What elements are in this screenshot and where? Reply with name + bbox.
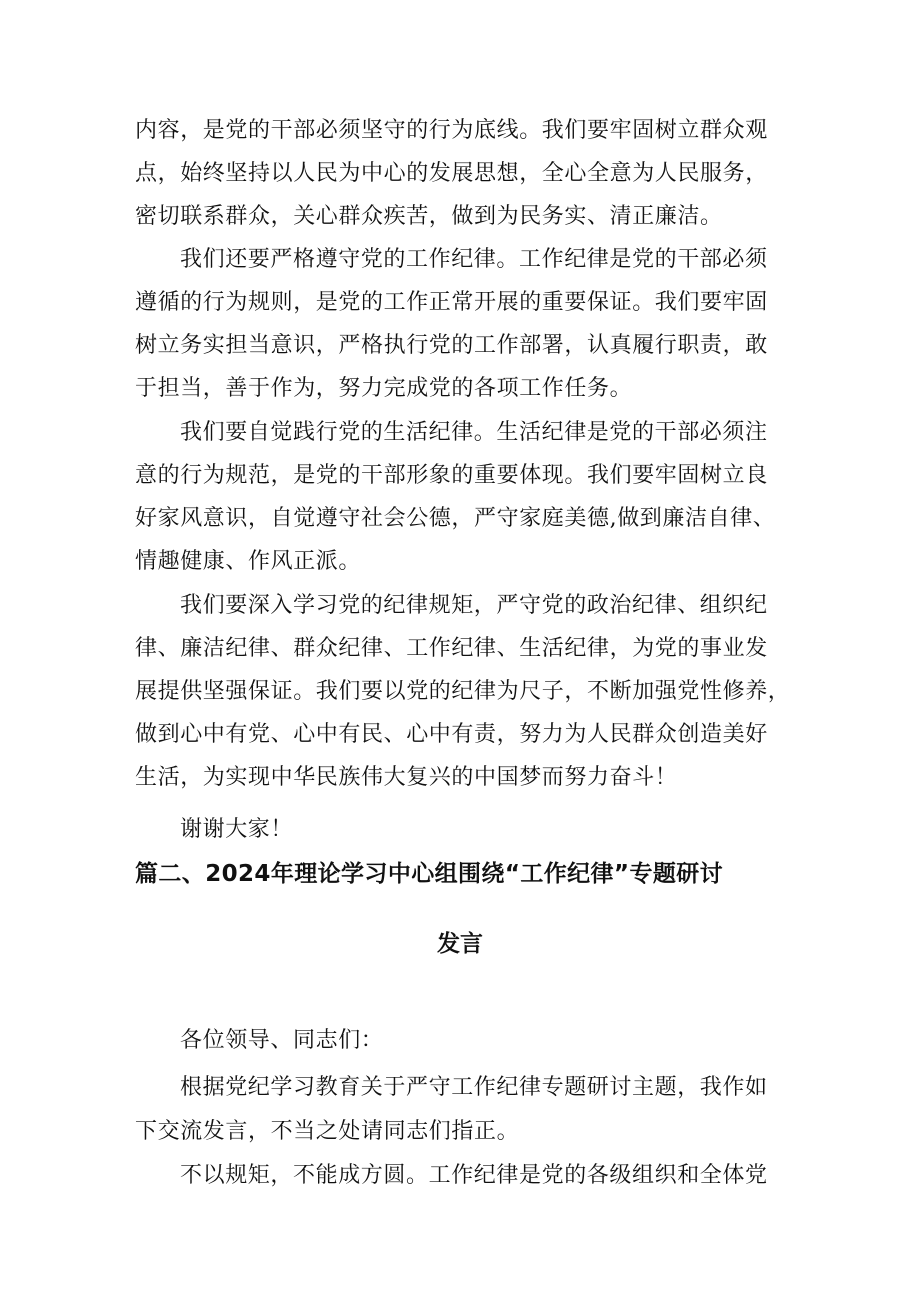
salutation: 各位领导、同志们： bbox=[180, 1028, 384, 1053]
paragraph-line: 我们要深入学习党的纪律规矩，严守党的政治纪律、组织纪 bbox=[180, 593, 768, 618]
paragraph-line: 根据党纪学习教育关于严守工作纪律专题研讨主题，我作如 bbox=[180, 1075, 768, 1100]
paragraph-line: 我们还要严格遵守党的工作纪律。工作纪律是党的干部必须 bbox=[180, 247, 768, 272]
paragraph-line: 遵循的行为规则，是党的工作正常开展的重要保证。我们要牢固 bbox=[135, 290, 768, 315]
paragraph-line: 情趣健康、作风正派。 bbox=[135, 549, 362, 574]
paragraph-line: 好家风意识，自觉遵守社会公德，严守家庭美德,做到廉洁自律、 bbox=[135, 506, 776, 531]
paragraph-line: 意的行为规范，是党的干部形象的重要体现。我们要牢固树立良 bbox=[135, 463, 768, 488]
paragraph-line: 不以规矩，不能成方圆。工作纪律是党的各级组织和全体党 bbox=[180, 1163, 768, 1188]
paragraph-line: 做到心中有党、心中有民、心中有责，努力为人民群众创造美好 bbox=[135, 722, 768, 747]
paragraph-line: 树立务实担当意识，严格执行党的工作部署，认真履行职责，敢 bbox=[135, 333, 768, 358]
paragraph-line: 于担当，善于作为，努力完成党的各项工作任务。 bbox=[135, 376, 633, 401]
closing-thanks: 谢谢大家！ bbox=[180, 817, 294, 842]
section-heading: 篇二、2024年理论学习中心组围绕“工作纪律”专题研讨 bbox=[135, 861, 724, 887]
paragraph-line: 点，始终坚持以人民为中心的发展思想，全心全意为人民服务， bbox=[135, 161, 768, 186]
section-heading-continued: 发言 bbox=[437, 931, 483, 957]
paragraph-line: 律、廉洁纪律、群众纪律、工作纪律、生活纪律，为党的事业发 bbox=[135, 636, 768, 661]
paragraph-line: 内容，是党的干部必须坚守的行为底线。我们要牢固树立群众观 bbox=[135, 118, 768, 143]
paragraph-line: 生活，为实现中华民族伟大复兴的中国梦而努力奋斗！ bbox=[135, 765, 678, 790]
paragraph-line: 密切联系群众，关心群众疾苦，做到为民务实、清正廉洁。 bbox=[135, 204, 723, 229]
paragraph-line: 我们要自觉践行党的生活纪律。生活纪律是党的干部必须注 bbox=[180, 420, 768, 445]
paragraph-line: 展提供坚强保证。我们要以党的纪律为尺子，不断加强党性修养， bbox=[135, 679, 791, 704]
paragraph-line: 下交流发言，不当之处请同志们指正。 bbox=[135, 1119, 520, 1144]
